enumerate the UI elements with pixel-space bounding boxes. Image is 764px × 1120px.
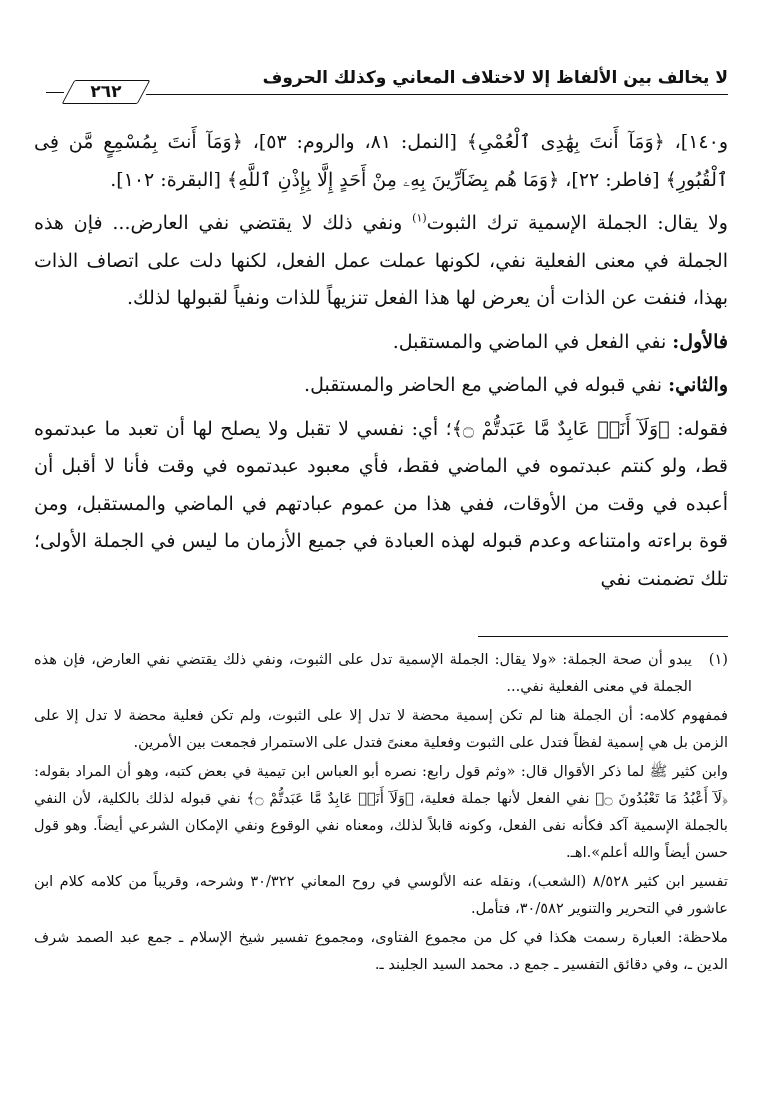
text-first: نفي الفعل في الماضي والمستقبل. bbox=[392, 330, 673, 353]
footnote-reference: (١) bbox=[412, 211, 427, 225]
header-title: لا يخالف بين الألفاظ إلا لاختلاف المعاني وكذلك الحروف bbox=[262, 68, 728, 88]
page-number bbox=[68, 80, 144, 104]
paragraph-explanation bbox=[34, 411, 728, 599]
footnote-note-meaning: فمفهوم كلامه: أن الجملة هنا لم تكن إسمية محضة لا تدل إلا على الثبوت، ولم تكن فعلية محضة لا تدل إلا على الزمن بل هي إسمية لفظاً فتدل على الثبوت وفعلية معنىً فتدل على الاستمرار فجمعت بين الأمرين. bbox=[34, 707, 728, 751]
footnote-note-references: تفسير ابن كثير ٨/٥٢٨ (الشعب)، ونقله عنه الألوسي في روح المعاني ٣٠/٣٢٢ وشرحه، وقريباً من كلامه كلام ابن عاشور في التحرير والتنوير ٣٠/٥٨٢، فتأمل. bbox=[34, 873, 728, 917]
paragraph-objection-part1: ولا يقال: الجملة الإسمية ترك الثبوت bbox=[426, 212, 728, 234]
footnotes bbox=[34, 646, 728, 978]
main-text bbox=[34, 124, 728, 598]
paragraph-objection bbox=[34, 205, 728, 318]
page-number-text: ٢٦٢ bbox=[90, 82, 122, 102]
footnote-1-text: يبدو أن صحة الجملة: «ولا يقال: الجملة الإسمية تدل على الثبوت، ونفي ذلك يقتضي نفي العارض، فإن هذه الجملة في معنى الفعلية نفي... bbox=[34, 651, 692, 695]
paragraph-quran-citations: و١٤٠]، ﴿وَمَآ أَنتَ بِهَٰدِى ٱلْعُمْىِ﴾ [النمل: ٨١، والروم: ٥٣]، ﴿وَمَآ أَنتَ بِمُسْمِعٍ مَّن فِى ٱلْقُبُورِ﴾ [فاطر: ٢٢]، ﴿وَمَا هُم بِضَآرِّينَ بِهِۦ مِنْ أَحَدٍ إِلَّا بِإِذْنِ ٱللَّهِ﴾ [البقرة: ١٠٢]. bbox=[34, 131, 728, 191]
label-first: فالأول: bbox=[672, 330, 728, 353]
running-header bbox=[28, 68, 728, 108]
paragraph-objection-part2: ونفي ذلك لا يقتضي نفي العارض... فإن هذه الجملة في معنى الفعلية نفي، لكونها عملت عمل الفعل، لكنها دلت على اتصاف الذات بهذا، فنفت عن الذات أن يعرض لها هذا الفعل تنزيهاً للذات ونفياً لقبولها لذلك. bbox=[34, 212, 728, 309]
paragraph-second bbox=[34, 367, 728, 405]
paragraph-first bbox=[34, 324, 728, 362]
footnote-note-ibn-kathir: وابن كثير ﷺ لما ذكر الأقوال قال: «وثم قول رابع: نصره أبو العباس ابن تيمية في بعض كتبه، وهو أن المراد بقوله: ﴿لَآ أَعْبُدُ مَا تَعْبُدُونَ ۝﴾ نفي الفعل لأنها جملة فعلية، ﴿وَلَآ أَنَا۠ عَابِدٌ مَّا عَبَدتُّمْ ۝﴾ نفي قبوله لذلك بالكلية، لأن النفي بالجملة الإسمية آكد فكأنه نفى الفعل، وكونه قابلاً لذلك، ومعناه نفي الوقوع ونفي الإمكان الشرعي أيضاً. وهو قول حسن أيضاً والله أعلم».اهـ. bbox=[34, 763, 729, 861]
footnote-marker: (١) bbox=[708, 651, 728, 668]
footnote-note-remark: ملاحظة: العبارة رسمت هكذا في كل من مجموع الفتاوى، ومجموع تفسير شيخ الإسلام ـ جمع عبد الصمد شرف الدين ـ، وفي دقائق التفسير ـ جمع د. محمد السيد الجليند ـ. bbox=[34, 929, 728, 973]
quran-verse: ﴿وَلَآ أَنَا۠ عَابِدٌ مَّا عَبَدتُّمْ ۝﴾ bbox=[451, 417, 670, 440]
footnote-separator bbox=[478, 636, 728, 637]
header-rule-left bbox=[46, 92, 64, 93]
text-second: نفي قبوله في الماضي مع الحاضر والمستقبل. bbox=[304, 374, 669, 396]
header-rule bbox=[146, 94, 728, 95]
footnote-1 bbox=[34, 646, 728, 700]
explanation-body: ؛ أي: نفسي لا تقبل ولا يصلح لها أن تعبد ما عبدتموه قط، ولو كنتم عبدتموه في الماضي فقط، فأي معبود عبدتموه في وقت فأنا لا أقبل أن أعبده في وقت من الأوقات، ففي هذا من عموم عبادتهم في الماضي والمستقبل، ومن قوة براءته وامتناعه وعدم قبوله لهذه العبادة في جميع الأزمان ما ليس في الجملة الأولى؛ تلك تضمنت نفي bbox=[34, 417, 728, 590]
explanation-intro: فقوله: bbox=[669, 417, 728, 440]
label-second: والثاني: bbox=[668, 374, 728, 396]
